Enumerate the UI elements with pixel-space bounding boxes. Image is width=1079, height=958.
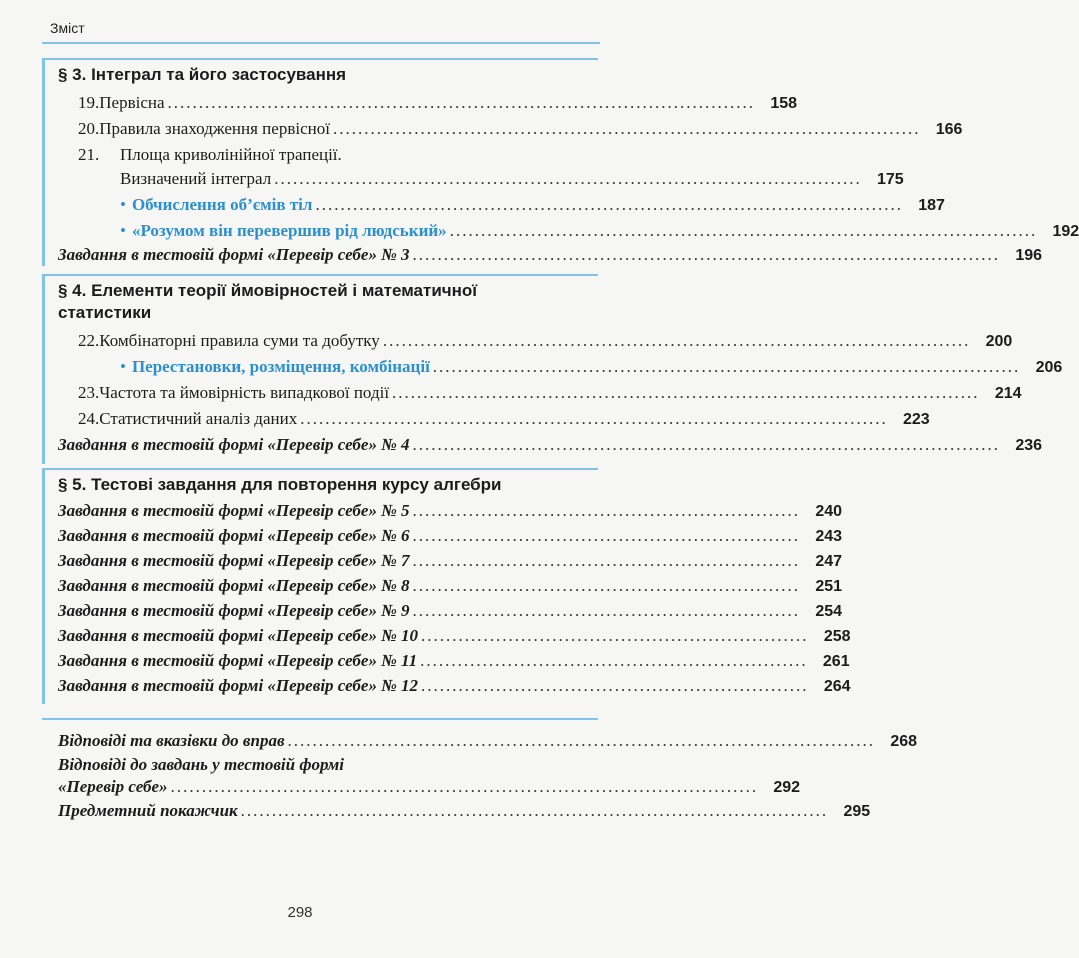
entry-page: 251 (815, 578, 843, 595)
toc-test-4[interactable] (58, 434, 1043, 457)
toc-extra-volumes[interactable] (120, 194, 945, 217)
leader-dots: .............................................................................................. (240, 801, 829, 820)
leader-dots: .............................................................. (420, 651, 808, 670)
entry-title-cont: Визначений інтеграл (120, 169, 272, 188)
entry-title: Завдання в тестовій формі «Перевір себе» № 11 (58, 651, 418, 670)
header-rule (42, 42, 600, 44)
entry-page: 240 (815, 503, 843, 520)
toc-entry-21-line2[interactable] (120, 168, 904, 191)
entry-title: Завдання в тестовій формі «Перевір себе» № 9 (58, 601, 410, 620)
entry-page: 258 (823, 628, 851, 645)
section-accent-bar (42, 58, 45, 266)
entry-number: 24. (78, 409, 100, 428)
section-4 (42, 274, 1063, 464)
toc-index[interactable] (58, 800, 871, 823)
toc-entry-20[interactable] (78, 118, 963, 141)
entry-page: 214 (994, 385, 1022, 402)
toc-entry-24[interactable] (78, 408, 930, 431)
toc-test-10[interactable] (58, 625, 851, 648)
leader-dots: .............................................................................................. (315, 195, 903, 214)
toc-entry-21-line1[interactable] (78, 144, 342, 166)
entry-page: 223 (903, 411, 930, 428)
leader-dots: .............................................................................................. (332, 119, 921, 138)
entry-number: 19. (78, 93, 100, 112)
leader-dots: .............................................................................................. (382, 331, 971, 350)
section-top-rule (42, 58, 598, 60)
entry-page: 243 (815, 528, 843, 545)
entry-number: 20. (78, 119, 100, 138)
toc-answers[interactable] (58, 730, 918, 753)
entry-title: Предметний покажчик (58, 801, 238, 820)
entry-page: 206 (1035, 359, 1063, 376)
entry-title: Завдання в тестовій формі «Перевір себе» № 5 (58, 501, 410, 520)
bullet-icon: • (120, 357, 126, 376)
leader-dots: .............................................................. (412, 576, 801, 595)
toc-test-5[interactable] (58, 500, 843, 523)
bullet-icon: • (120, 195, 126, 214)
entry-page: 158 (770, 95, 798, 112)
leader-dots: .............................................................................................. (300, 409, 888, 428)
entry-title: Статистичний аналіз даних (99, 409, 298, 428)
entry-page: 261 (822, 653, 850, 670)
section-5-title: § 5. Тестові завдання для повторення курсу алгебри (58, 475, 502, 494)
entry-title: Завдання в тестовій формі «Перевір себе» № 8 (58, 576, 410, 595)
leader-dots: .............................................................. (412, 551, 801, 570)
appendix (42, 718, 918, 830)
entry-title: Обчислення об’ємів тіл (131, 195, 313, 214)
leader-dots: .............................................................................................. (170, 777, 759, 796)
toc-extra-combinatorics[interactable] (120, 356, 1063, 379)
leader-dots: .............................................................................................. (449, 221, 1038, 240)
section-5 (42, 468, 851, 704)
toc-test-12[interactable] (58, 675, 851, 698)
entry-title: Первісна (99, 93, 165, 112)
entry-page: 268 (890, 733, 918, 750)
leader-dots: .............................................................................................. (412, 435, 1001, 454)
entry-title: Завдання в тестовій формі «Перевір себе» № 7 (58, 551, 410, 570)
leader-dots: .............................................................................................. (432, 357, 1021, 376)
entry-title: Правила знаходження первісної (99, 119, 330, 138)
bullet-icon: • (120, 221, 126, 240)
entry-title: Завдання в тестовій формі «Перевір себе» № 10 (58, 626, 419, 645)
entry-page: 254 (815, 603, 843, 620)
entry-number: 22. (78, 331, 100, 350)
toc-test-6[interactable] (58, 525, 843, 548)
entry-title: Комбінаторні правила суми та добутку (99, 331, 380, 350)
toc-test-8[interactable] (58, 575, 843, 598)
leader-dots: .............................................................. (412, 501, 801, 520)
toc-extra-archimedes[interactable] (120, 220, 1079, 243)
entry-title-cont: «Перевір себе» (58, 777, 168, 796)
entry-page: 264 (823, 678, 851, 695)
entry-title: Завдання в тестовій формі «Перевір себе» № 3 (58, 245, 410, 264)
toc-entry-23[interactable] (78, 382, 1022, 405)
leader-dots: .............................................................. (421, 676, 809, 695)
entry-title: Завдання в тестовій формі «Перевір себе» № 12 (58, 676, 419, 695)
section-4-title-line1: § 4. Елементи теорії ймовірностей і математичної (58, 281, 478, 300)
section-accent-bar (42, 468, 45, 704)
entry-title: Частота та ймовірність випадкової події (99, 383, 390, 402)
section-accent-bar (42, 274, 45, 464)
leader-dots: .............................................................. (412, 601, 801, 620)
entry-page: 166 (935, 121, 963, 138)
section-3-title: § 3. Інтеграл та його застосування (58, 65, 347, 84)
entry-title: Завдання в тестовій формі «Перевір себе» № 6 (58, 526, 410, 545)
entry-number: 21. (78, 145, 100, 164)
toc-test-answers-line2[interactable] (58, 776, 801, 799)
entry-number: 23. (78, 383, 100, 402)
leader-dots: .............................................................................................. (287, 731, 876, 750)
toc-test-11[interactable] (58, 650, 850, 673)
entry-page: 192 (1052, 223, 1079, 240)
entry-page: 295 (843, 803, 871, 820)
leader-dots: .............................................................................................. (167, 93, 756, 112)
page-number: 298 (287, 904, 313, 921)
toc-test-9[interactable] (58, 600, 843, 623)
entry-page: 175 (877, 171, 904, 188)
entry-page: 292 (773, 779, 801, 796)
leader-dots: .............................................................................................. (412, 245, 1001, 264)
toc-entry-19[interactable] (78, 92, 798, 115)
page-header-title: Зміст (50, 20, 85, 36)
entry-title: Перестановки, розміщення, комбінації (131, 357, 430, 376)
section-top-rule (42, 274, 598, 276)
section-4-title-line2: статистики (58, 303, 152, 322)
leader-dots: .............................................................. (412, 526, 801, 545)
entry-title: Завдання в тестовій формі «Перевір себе» № 4 (58, 435, 410, 454)
toc-entry-22[interactable] (78, 330, 1013, 353)
leader-dots: .............................................................................................. (392, 383, 980, 402)
entry-page: 196 (1015, 247, 1043, 264)
section-top-rule (42, 718, 598, 720)
toc-test-7[interactable] (58, 550, 843, 573)
entry-page: 200 (985, 333, 1013, 350)
entry-page: 247 (815, 553, 843, 570)
entry-page: 187 (918, 197, 945, 214)
entry-page: 236 (1015, 437, 1043, 454)
toc-test-3[interactable] (58, 244, 1043, 267)
entry-title: Площа криволінійної трапеції. (120, 145, 342, 164)
leader-dots: .............................................................................................. (274, 169, 862, 188)
entry-title: Відповіді та вказівки до вправ (58, 731, 285, 750)
entry-title: «Розумом він перевершив рід людський» (131, 221, 447, 240)
toc-test-answers-line1[interactable]: Відповіді до завдань у тестовій формі (58, 755, 345, 774)
leader-dots: .............................................................. (421, 626, 809, 645)
section-3 (42, 58, 1079, 266)
section-top-rule (42, 468, 598, 470)
